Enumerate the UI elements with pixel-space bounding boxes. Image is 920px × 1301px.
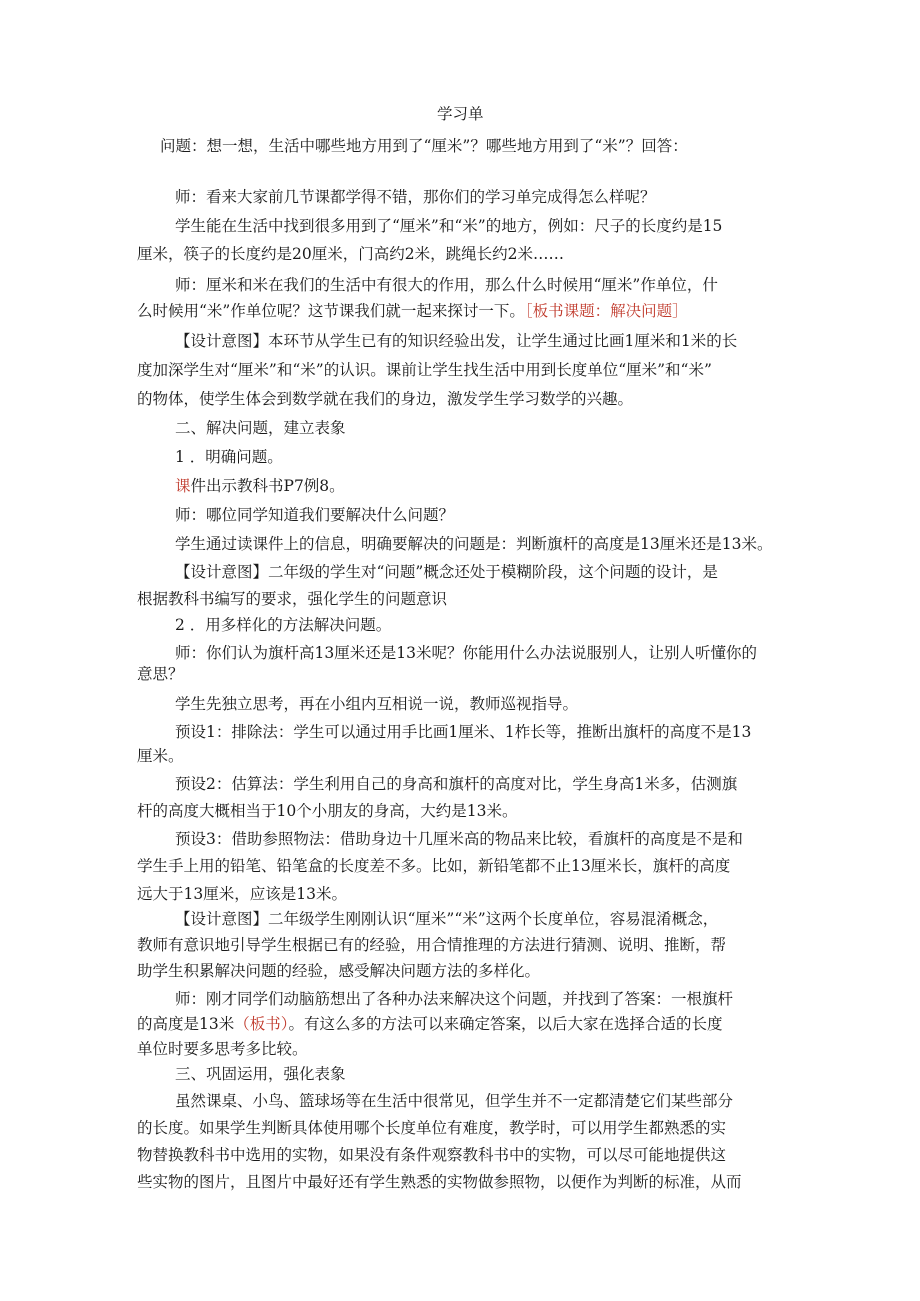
paragraph-line: 学生手上用的铅笔、铅笔盒的长度差不多。比如，新铅笔都不止13厘米长，旗杆的高度 — [137, 857, 731, 875]
paragraph-line — [137, 301, 688, 321]
section-heading: 三、巩固运用，强化表象 — [175, 1065, 346, 1083]
paragraph-line — [137, 1014, 723, 1034]
design-intent-line: 教师有意识地引导学生根据已有的经验，用合情推理的方法进行猜测、说明、推断，帮 — [137, 936, 727, 954]
paragraph-line: 单位时要多思考多比较。 — [137, 1040, 308, 1058]
design-intent-line: 【设计意图】二年级学生刚刚认识“厘米”“米”这两个长度单位，容易混淆概念， — [175, 910, 719, 928]
paragraph-line: 意思？ — [137, 665, 184, 683]
paragraph-line: 预设1：排除法：学生可以通过用手比画1厘米、1柞长等，推断出旗杆的高度不是13 — [175, 723, 752, 741]
paragraph-line: 杆的高度大概相当于10个小朋友的身高，大约是13米。 — [137, 802, 518, 820]
board-note: ［板书课题：解决问题］ — [524, 302, 688, 320]
paragraph-line: 物替换教科书中选用的实物，如果没有条件观察教科书中的实物，可以尽可能地提供这 — [137, 1146, 727, 1164]
paragraph-line: 预设2：估算法：学生利用自己的身高和旗杆的高度对比，学生身高1米多，估测旗 — [175, 775, 738, 793]
text-span: 件出示教科书P7例8。 — [190, 477, 345, 495]
paragraph-line: 师：厘米和米在我们的生活中有很大的作用，那么什么时候用“厘米”作单位，什 — [175, 276, 718, 294]
doc-title: 学习单 — [437, 105, 484, 123]
text-span: 。有这么多的方法可以来确定答案，以后大家在选择合适的长度 — [288, 1015, 723, 1033]
text-span: 的高度是13米 — [137, 1015, 235, 1033]
question-line: 问题：想一想，生活中哪些地方用到了“厘米”？哪些地方用到了“米”？回答： — [160, 137, 688, 155]
section-heading: 二、解决问题，建立表象 — [175, 419, 346, 437]
courseware-label: 课 — [175, 477, 191, 495]
paragraph-line: 师：看来大家前几节课都学得不错，那你们的学习单完成得怎么样呢？ — [175, 188, 656, 206]
step-heading: 2 ．用多样化的方法解决问题。 — [175, 616, 392, 634]
paragraph-line: 学生先独立思考，再在小组内互相说一说，教师巡视指导。 — [175, 695, 579, 713]
paragraph-line: 虽然课桌、小鸟、篮球场等在生活中很常见，但学生并不一定都清楚它们某些部分 — [175, 1092, 734, 1110]
step-heading: 1 ．明确问题。 — [175, 448, 283, 466]
paragraph-line — [175, 476, 345, 496]
paragraph-line: 远大于13厘米，应该是13米。 — [137, 885, 347, 903]
paragraph-line: 学生通过读课件上的信息，明确要解决的问题是：判断旗杆的高度是13厘米还是13米。 — [175, 535, 773, 553]
paragraph-line: 师：刚才同学们动脑筋想出了各种办法来解决这个问题，并找到了答案：一根旗杆 — [175, 990, 734, 1008]
design-intent-line: 【设计意图】本环节从学生已有的知识经验出发，让学生通过比画1厘米和1米的长 — [175, 332, 738, 350]
design-intent-line: 【设计意图】二年级的学生对“问题”概念还处于模糊阶段，这个问题的设计，是 — [175, 563, 718, 581]
paragraph-line: 厘米，筷子的长度约是20厘米，门高约2米，跳绳长约2米…… — [137, 245, 564, 263]
paragraph-line: 预设3：借助参照物法：借助身边十几厘米高的物品来比较，看旗杆的高度是不是和 — [175, 830, 743, 848]
paragraph-line: 学生能在生活中找到很多用到了“厘米”和“米”的地方，例如：尺子的长度约是15 — [175, 217, 723, 235]
design-intent-line: 的物体，使学生体会到数学就在我们的身边，激发学生学习数学的兴趣。 — [137, 390, 634, 408]
paragraph-line: 师：你们认为旗杆高13厘米还是13米呢？你能用什么办法说服别人，让别人听懂你的 — [175, 644, 757, 662]
paragraph-line: 厘米。 — [137, 747, 184, 765]
design-intent-line: 根据教科书编写的要求，强化学生的问题意识 — [137, 590, 448, 608]
design-intent-line: 助学生积累解决问题的经验，感受解决问题方法的多样化。 — [137, 962, 541, 980]
paragraph-line: 些实物的图片，且图片中最好还有学生熟悉的实物做参照物，以便作为判断的标准，从而 — [137, 1173, 742, 1191]
paragraph-line: 师：哪位同学知道我们要解决什么问题？ — [175, 506, 455, 524]
design-intent-line: 度加深学生对“厘米”和“米”的认识。课前让学生找生活中用到长度单位“厘米”和“米” — [137, 361, 712, 379]
paragraph-line: 的长度。如果学生判断具体使用哪个长度单位有难度，教学时，可以用学生都熟悉的实 — [137, 1119, 727, 1137]
board-note: （板书） — [234, 1015, 289, 1033]
text-span: 么时候用“米”作单位呢？这节课我们就一起来探讨一下。 — [137, 302, 525, 320]
